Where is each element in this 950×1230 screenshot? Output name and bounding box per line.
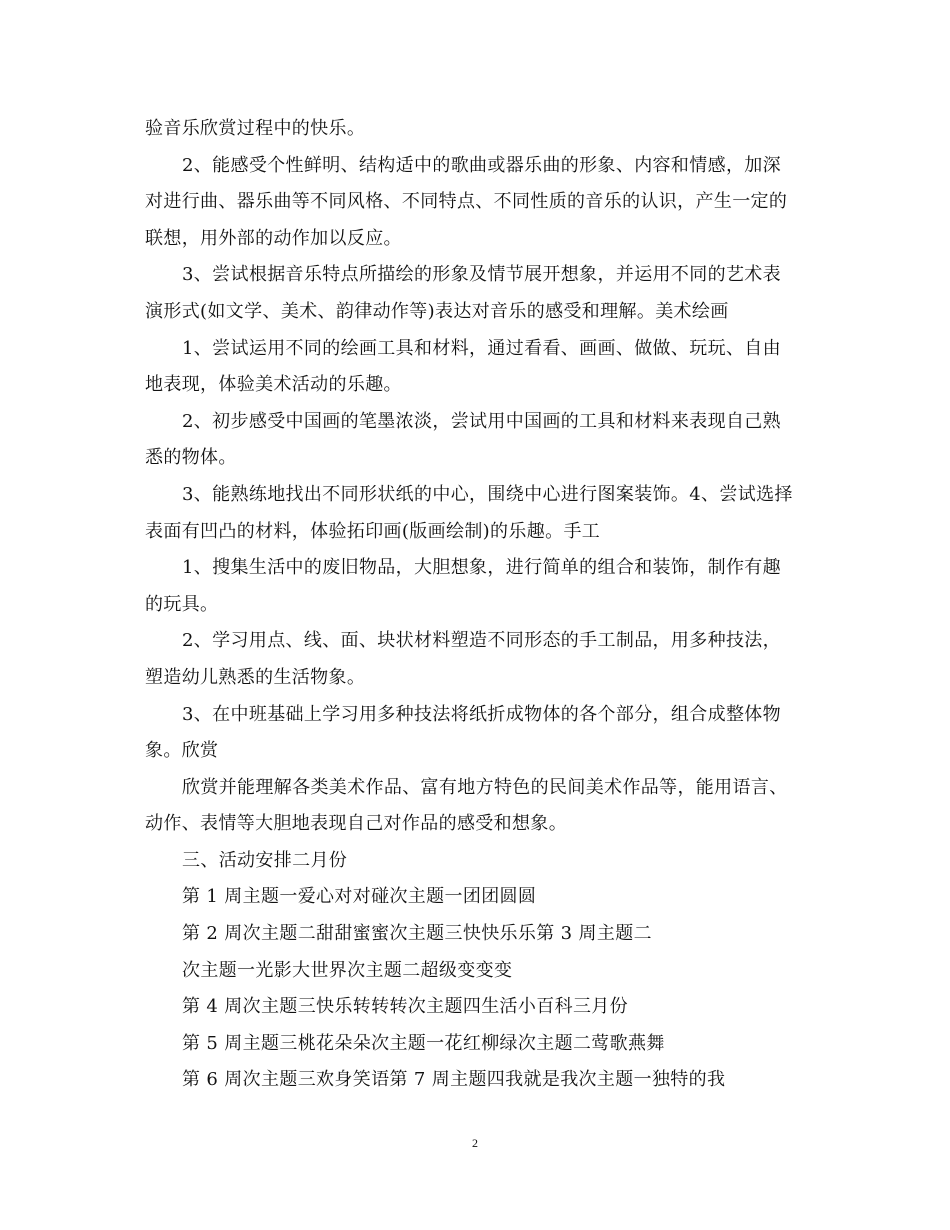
text-line: 2、能感受个性鲜明、结构适中的歌曲或器乐曲的形象、内容和情感，加深: [182, 154, 781, 176]
text-line: 塑造幼儿熟悉的生活物象。: [145, 666, 366, 688]
text-line: 3、尝试根据音乐特点所描绘的形象及情节展开想象，并运用不同的艺术表: [182, 264, 781, 286]
text-line: 演形式(如文学、美术、韵律动作等)表达对音乐的感受和理解。美术绘画: [145, 300, 729, 322]
document-body: [145, 111, 815, 1099]
text-line: 对进行曲、器乐曲等不同风格、不同特点、不同性质的音乐的认识，产生一定的: [145, 191, 788, 213]
text-line: 悉的物体。: [145, 447, 237, 469]
text-line: 地表现，体验美术活动的乐趣。: [145, 374, 402, 396]
text-line: 欣赏并能理解各类美术作品、富有地方特色的民间美术作品等，能用语言、: [182, 776, 788, 798]
schedule-line: 第 6 周次主题三欢身笑语第 7 周主题四我就是我次主题一独特的我: [182, 1069, 726, 1091]
text-line: 2、学习用点、线、面、块状材料塑造不同形态的手工制品，用多种技法，: [182, 630, 781, 652]
text-line: 3、能熟练地找出不同形状纸的中心，围绕中心进行图案装饰。4、尝试选择: [182, 483, 793, 505]
section-heading: 三、活动安排二月份: [182, 849, 348, 871]
text-line: 象。欣赏: [145, 740, 219, 762]
text-line: 1、尝试运用不同的绘画工具和材料，通过看看、画画、做做、玩玩、自由: [182, 337, 781, 359]
schedule-line: 第 2 周次主题二甜甜蜜蜜次主题三快快乐乐第 3 周主题二: [182, 923, 652, 945]
text-line: 联想，用外部的动作加以反应。: [145, 227, 402, 249]
schedule-line: 次主题一光影大世界次主题二超级变变变: [182, 959, 513, 981]
schedule-line: 第 5 周主题三桃花朵朵次主题一花红柳绿次主题二莺歌燕舞: [182, 1032, 665, 1054]
text-line: 表面有凹凸的材料，体验拓印画(版画绘制)的乐趣。手工: [145, 520, 601, 542]
text-line: 1、搜集生活中的废旧物品，大胆想象，进行简单的组合和装饰，制作有趣: [182, 557, 781, 579]
text-line: 3、在中班基础上学习用多种技法将纸折成物体的各个部分，组合成整体物: [182, 703, 781, 725]
text-line: 2、初步感受中国画的笔墨浓淡，尝试用中国画的工具和材料来表现自己熟: [182, 410, 781, 432]
page-number: 2: [472, 1136, 478, 1150]
text-line: 动作、表情等大胆地表现自己对作品的感受和想象。: [145, 813, 568, 835]
schedule-line: 第 1 周主题一爱心对对碰次主题一团团圆圆: [182, 886, 537, 908]
text-line: 的玩具。: [145, 593, 219, 615]
text-line: 验音乐欣赏过程中的快乐。: [145, 118, 366, 139]
schedule-line: 第 4 周次主题三快乐转转转次主题四生活小百科三月份: [182, 996, 628, 1018]
